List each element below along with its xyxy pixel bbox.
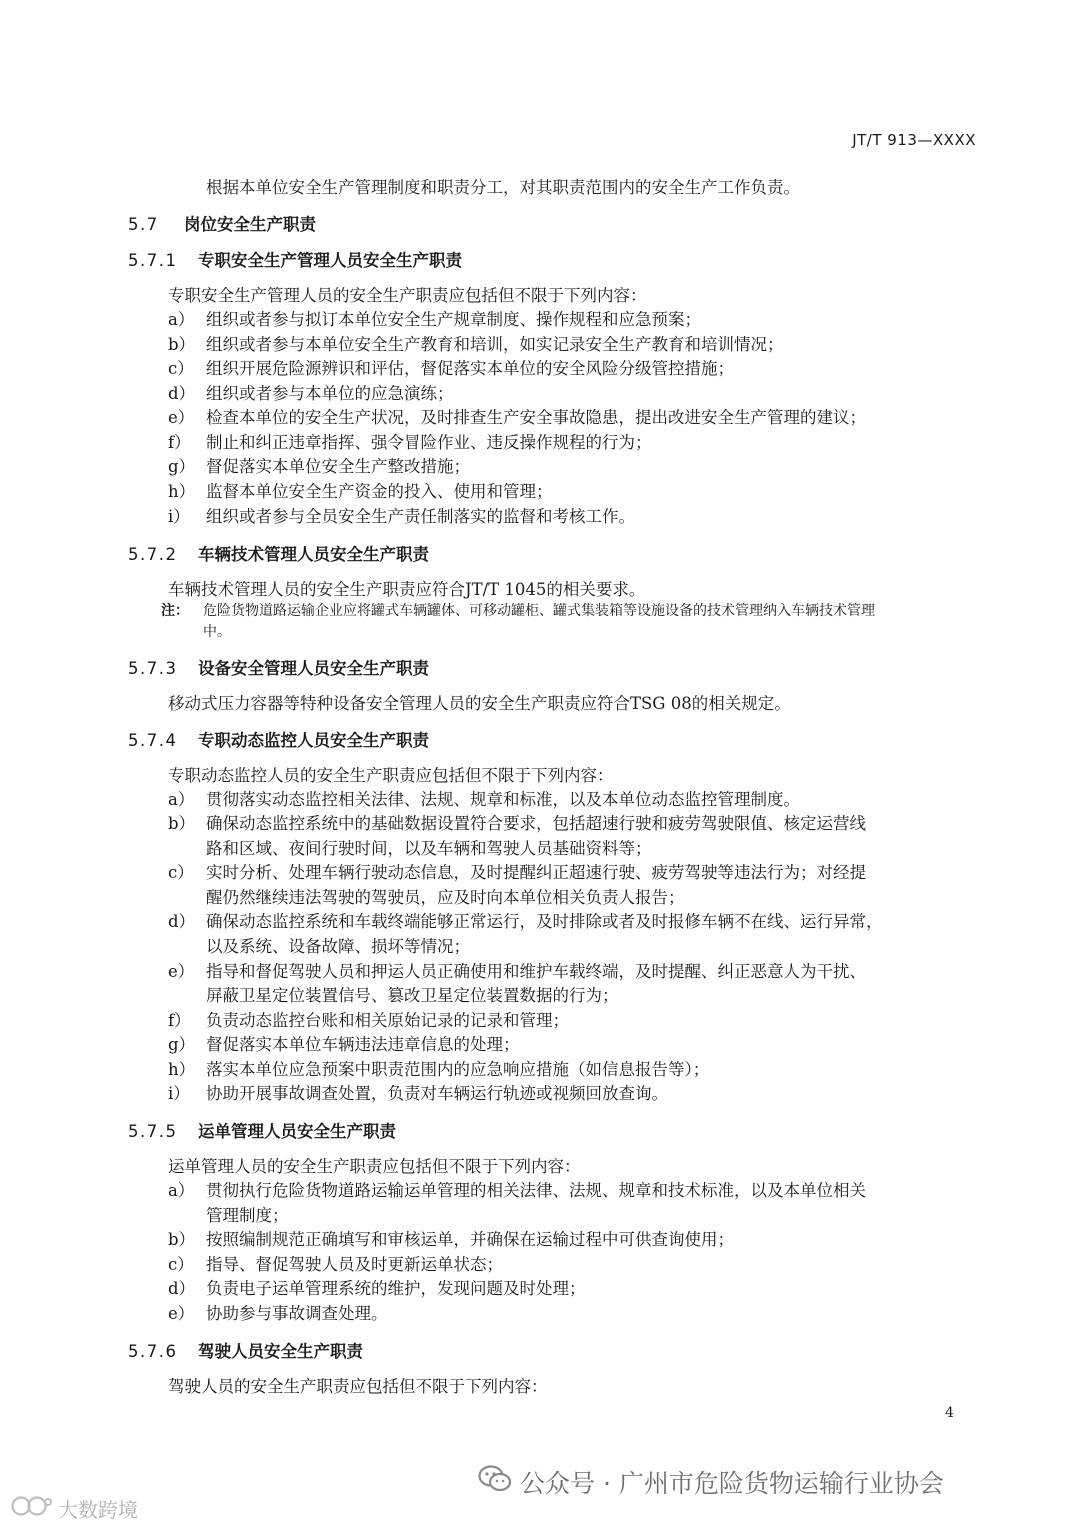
item-text-continued: 管理制度； — [206, 1206, 289, 1225]
item-label: d） — [168, 1279, 196, 1298]
section-5-7-2-heading — [128, 541, 429, 565]
item-label: b） — [168, 335, 196, 354]
item-text: 督促落实本单位安全生产整改措施； — [206, 457, 470, 476]
item-label: d） — [168, 912, 196, 931]
item-text: 指导和督促驾驶人员和押运人员正确使用和维护车载终端，及时提醒、纠正恶意人为干扰、 — [206, 962, 866, 981]
brand-logo-icon — [10, 1494, 54, 1523]
note-text-line2: 中。 — [203, 624, 231, 640]
item-text: 检查本单位的安全生产状况，及时排查生产安全事故隐患，提出改进安全生产管理的建议； — [206, 408, 866, 427]
section-title: 车辆技术管理人员安全生产职责 — [198, 545, 429, 564]
section-5-7-5-heading — [128, 1118, 396, 1142]
item-label: e） — [168, 1304, 195, 1323]
item-text: 组织或者参与本单位安全生产教育和培训，如实记录安全生产教育和培训情况； — [206, 335, 784, 354]
item-text-continued: 以及系统、设备故障、损坏等情况； — [206, 937, 470, 956]
section-5-7-5-lead: 运单管理人员的安全生产职责应包括但不限于下列内容： — [168, 1157, 581, 1176]
section-5-7-4-heading — [128, 727, 429, 751]
item-label: f） — [168, 1011, 191, 1030]
item-label: b） — [168, 814, 196, 833]
item-label: h） — [168, 1060, 196, 1079]
item-text: 督促落实本单位车辆违法违章信息的处理； — [206, 1035, 520, 1054]
section-5-7-6-heading — [128, 1338, 363, 1362]
item-label: g） — [168, 457, 196, 476]
item-label: b） — [168, 1230, 196, 1249]
section-5-7-3-heading — [128, 655, 429, 679]
item-text: 协助开展事故调查处置，负责对车辆运行轨迹或视频回放查询。 — [206, 1084, 668, 1103]
watermark-brand: 大数跨境 — [10, 1494, 138, 1523]
section-number: 5.7.6 — [128, 1342, 178, 1361]
section-title: 专职安全生产管理人员安全生产职责 — [198, 251, 462, 270]
item-label: f） — [168, 433, 191, 452]
item-text: 监督本单位安全生产资金的投入、使用和管理； — [206, 482, 553, 501]
section-title: 设备安全管理人员安全生产职责 — [198, 659, 429, 678]
item-text: 协助参与事故调查处理。 — [206, 1304, 388, 1323]
item-label: e） — [168, 408, 195, 427]
item-text: 负责电子运单管理系统的维护，发现问题及时处理； — [206, 1279, 586, 1298]
item-label: a） — [168, 1181, 195, 1200]
item-label: d） — [168, 384, 196, 403]
item-label: c） — [168, 1255, 194, 1274]
item-text: 组织开展危险源辨识和评估，督促落实本单位的安全风险分级管控措施； — [206, 359, 734, 378]
item-text: 组织或者参与拟订本单位安全生产规章制度、操作规程和应急预案； — [206, 310, 701, 329]
section-title: 运单管理人员安全生产职责 — [198, 1122, 396, 1141]
section-5-7-2-text: 车辆技术管理人员的安全生产职责应符合JT/T 1045的相关要求。 — [168, 580, 646, 599]
section-title: 驾驶人员安全生产职责 — [198, 1342, 363, 1361]
section-title: 岗位安全生产职责 — [184, 215, 316, 234]
note-label: 注： — [161, 603, 189, 619]
item-label: h） — [168, 482, 196, 501]
item-text-continued: 醒仍然继续违法驾驶的驾驶员，应及时向本单位相关负责人报告； — [206, 888, 685, 907]
item-text: 落实本单位应急预案中职责范围内的应急响应措施（如信息报告等）； — [206, 1060, 710, 1079]
item-text: 组织或者参与本单位的应急演练； — [206, 384, 454, 403]
section-5-7-1-lead: 专职安全生产管理人员的安全生产职责应包括但不限于下列内容： — [168, 286, 647, 305]
section-5-7-heading — [128, 211, 316, 235]
item-label: g） — [168, 1035, 196, 1054]
item-text: 组织或者参与全员安全生产责任制落实的监督和考核工作。 — [206, 507, 635, 526]
item-text: 贯彻执行危险货物道路运输运单管理的相关法律、法规、规章和技术标准，以及本单位相关 — [206, 1181, 866, 1200]
section-number: 5.7.1 — [128, 251, 178, 270]
item-text: 贯彻落实动态监控相关法律、法规、规章和标准，以及本单位动态监控管理制度。 — [206, 790, 800, 809]
item-text: 制止和纠正违章指挥、强令冒险作业、违反操作规程的行为； — [206, 433, 652, 452]
item-label: a） — [168, 790, 195, 809]
item-text-continued: 屏蔽卫星定位装置信号、篡改卫星定位装置数据的行为； — [206, 986, 619, 1005]
item-text-continued: 路和区域、夜间行驶时间，以及车辆和驾驶人员基础资料等； — [206, 839, 652, 858]
section-number: 5.7.3 — [128, 659, 178, 678]
item-text: 指导、督促驾驶人员及时更新运单状态； — [206, 1255, 503, 1274]
item-label: c） — [168, 863, 194, 882]
item-text: 确保动态监控系统和车载终端能够正常运行，及时排除或者及时报修车辆不在线、运行异常， — [206, 912, 883, 931]
page-number: 4 — [945, 1405, 954, 1421]
intro-paragraph: 根据本单位安全生产管理制度和职责分工，对其职责范围内的安全生产工作负责。 — [206, 178, 800, 197]
item-text: 确保动态监控系统中的基础数据设置符合要求，包括超速行驶和疲劳驾驶限值、核定运营线 — [206, 814, 866, 833]
section-5-7-1-heading — [128, 247, 462, 271]
section-number: 5.7.2 — [128, 545, 178, 564]
item-label: c） — [168, 359, 194, 378]
item-label: i） — [168, 1084, 190, 1103]
standard-code: JT/T 913—XXXX — [852, 131, 976, 149]
section-title: 专职动态监控人员安全生产职责 — [198, 731, 429, 750]
item-label: a） — [168, 310, 195, 329]
section-5-7-6-lead: 驾驶人员的安全生产职责应包括但不限于下列内容： — [168, 1377, 548, 1396]
item-label: e） — [168, 962, 195, 981]
section-number: 5.7.4 — [128, 731, 178, 750]
note-text-line1: 危险货物道路运输企业应将罐式车辆罐体、可移动罐柜、罐式集装箱等设施设备的技术管理纳入车辆技术管理 — [203, 603, 875, 619]
item-label: i） — [168, 507, 190, 526]
section-5-7-3-text: 移动式压力容器等特种设备安全管理人员的安全生产职责应符合TSG 08的相关规定。 — [168, 694, 791, 713]
section-5-7-4-lead: 专职动态监控人员的安全生产职责应包括但不限于下列内容： — [168, 766, 614, 785]
section-number: 5.7 — [128, 215, 159, 234]
watermark-account: 公众号 · 广州市危险货物运输行业协会 — [478, 1464, 944, 1500]
item-text: 按照编制规范正确填写和审核运单，并确保在运输过程中可供查询使用； — [206, 1230, 734, 1249]
section-number: 5.7.5 — [128, 1122, 178, 1141]
wechat-icon — [478, 1464, 512, 1500]
item-text: 负责动态监控台账和相关原始记录的记录和管理； — [206, 1011, 569, 1030]
item-text: 实时分析、处理车辆行驶动态信息，及时提醒纠正超速行驶、疲劳驾驶等违法行为；对经提 — [206, 863, 866, 882]
